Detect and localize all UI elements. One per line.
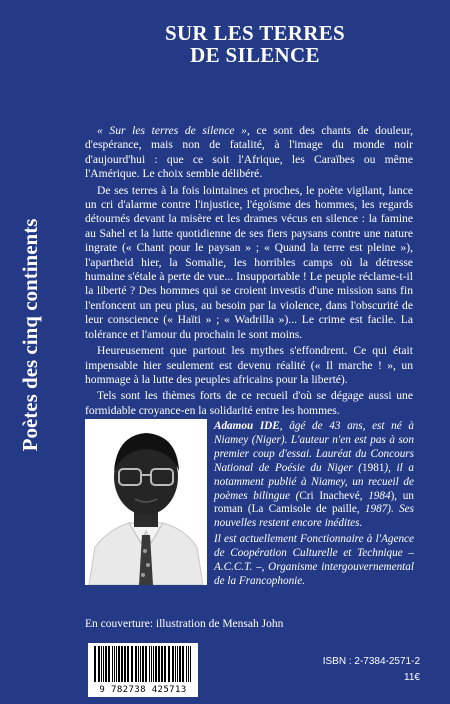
barcode-bar xyxy=(112,646,113,682)
book-spine xyxy=(0,0,60,704)
bio-book-1: Cri Inachevé, xyxy=(299,489,369,502)
bio-text-b: ), il a notamment publié à Niamey, un recueil de poèmes bilingue ( xyxy=(214,461,414,502)
barcode-bar xyxy=(182,646,184,682)
barcode-bar xyxy=(108,646,110,682)
barcode-bar xyxy=(118,646,120,682)
barcode-bar xyxy=(151,646,152,682)
barcode-bar xyxy=(161,646,163,682)
barcode-bar xyxy=(135,646,137,682)
barcode-bar xyxy=(140,646,141,682)
bio-paragraph-2: Il est actuellement Fonctionnaire à l'Agence de Coopération Culturelle et Technique – A.C.C.T. –, Organisme intergouvernemental de la Francophonie. xyxy=(214,533,414,587)
blurb-paragraph-2: De ses terres à la fois lointaines et proches, le poète vigilant, lance un cri d'alarme contre l'injustice, l'égoïsme des hommes, les regards détournés devant la misère et les drames vécus en silence : la famine au Sahel et la lutte quotidienne de ses fiers paysans contre une nature ingrate (« Chant pour le paysan » ; « Quand la terre est pleine »), l'apartheid hier, la Somalie, les horribles camps où la détresse humaine s'étale à perte de vue... Insupportable ! Le peuple réclame-t-il la liberté ? Des hommes qui se croient investis d'une mission sans fin l'enfoncent un peu plus, au besoin par la violence, dans l'obscurité de leur conscience (« Haïti » ; « Wadrilla »)... Le crime est facile. La tolérance et l'amour du prochain le sont moins. xyxy=(85,183,413,341)
blurb-paragraph-1-text: , ce sont des chants de douleur, d'espérance, mais non de fatalité, à l'image du monde noir d'aujourd'hui : que ce soit l'Afrique, les Caraïbes ou même l'Amérique. Le choix semble délibéré. xyxy=(85,124,413,181)
barcode-bar xyxy=(98,646,100,682)
price: 11€ xyxy=(404,672,420,683)
barcode-digits: 9 782738 425713 xyxy=(99,685,187,695)
barcode-bar xyxy=(175,646,176,682)
bio-book-2: La Camisole de paille, xyxy=(251,503,365,516)
barcode-bar xyxy=(158,646,160,682)
back-cover-blurb xyxy=(85,124,413,420)
cover-credit: En couverture: illustration de Mensah John xyxy=(85,618,284,630)
barcode-bar xyxy=(142,646,144,682)
blurb-paragraph-4: Tels sont les thèmes forts de ce recueil d'où se dégage aussi une formidable croyance-en la solidarité entre les hommes. xyxy=(85,389,413,417)
bio-text-d: ). Ses nouvelles restent encore inédites. xyxy=(214,503,415,530)
barcode-bar xyxy=(153,646,154,682)
barcode-bar xyxy=(103,646,104,682)
barcode-bar xyxy=(177,646,178,682)
barcode-bar xyxy=(164,646,166,682)
book-title-line-2: DE SILENCE xyxy=(190,43,320,67)
book-title xyxy=(60,22,450,66)
bio-text-c: ), un roman ( xyxy=(214,489,414,516)
barcode-bar xyxy=(124,646,126,682)
barcode-bar xyxy=(114,646,115,682)
author-photo xyxy=(85,419,207,585)
barcode-bar xyxy=(116,646,117,682)
barcode-bar xyxy=(188,646,189,682)
bio-text-a: , âgé de 43 ans, est né à Niamey (Niger). L'auteur n'en est pas à son premier coup d'essai. Lauréat du Concours National de Poésie du Niger ( xyxy=(214,420,414,474)
barcode-bar xyxy=(105,646,107,682)
author-name: Adamou IDE xyxy=(214,420,280,432)
barcode-bar xyxy=(94,646,96,682)
barcode xyxy=(88,643,198,697)
blurb-paragraph-3: Heureusement que partout les mythes s'effondrent. Ce qui était impensable hier seulement est devenu réalité (« Il marche ! », un hommage à la lutte des peuples africains pour la liberté). xyxy=(85,344,413,386)
barcode-bar xyxy=(179,646,181,682)
series-title: Poètes des cinq continents xyxy=(18,218,42,452)
barcode-bar xyxy=(190,646,191,682)
barcode-bar xyxy=(101,646,102,682)
barcode-bar xyxy=(145,646,147,682)
barcode-bar xyxy=(138,646,139,682)
barcode-bar xyxy=(121,646,123,682)
bio-year-2: 1984 xyxy=(368,489,391,502)
barcode-bar xyxy=(155,646,157,682)
book-title-line-1: SUR LES TERRES xyxy=(164,21,346,45)
bio-year-3: 1987 xyxy=(364,503,388,516)
author-portrait-illustration xyxy=(85,419,207,585)
barcode-bar xyxy=(168,646,170,682)
barcode-bar xyxy=(131,646,133,682)
barcode-bar xyxy=(186,646,187,682)
barcode-bar xyxy=(172,646,174,682)
bio-paragraph-1 xyxy=(214,420,414,531)
barcode-bar xyxy=(127,646,129,682)
blurb-paragraph-1 xyxy=(85,124,413,182)
barcode-bars xyxy=(88,643,198,685)
blurb-book-title: « Sur les terres de silence » xyxy=(97,124,247,137)
barcode-bar xyxy=(149,646,150,682)
bio-year-1: 1981 xyxy=(362,461,385,474)
author-biography xyxy=(214,420,414,589)
isbn-number: ISBN : 2-7384-2571-2 xyxy=(322,656,420,667)
